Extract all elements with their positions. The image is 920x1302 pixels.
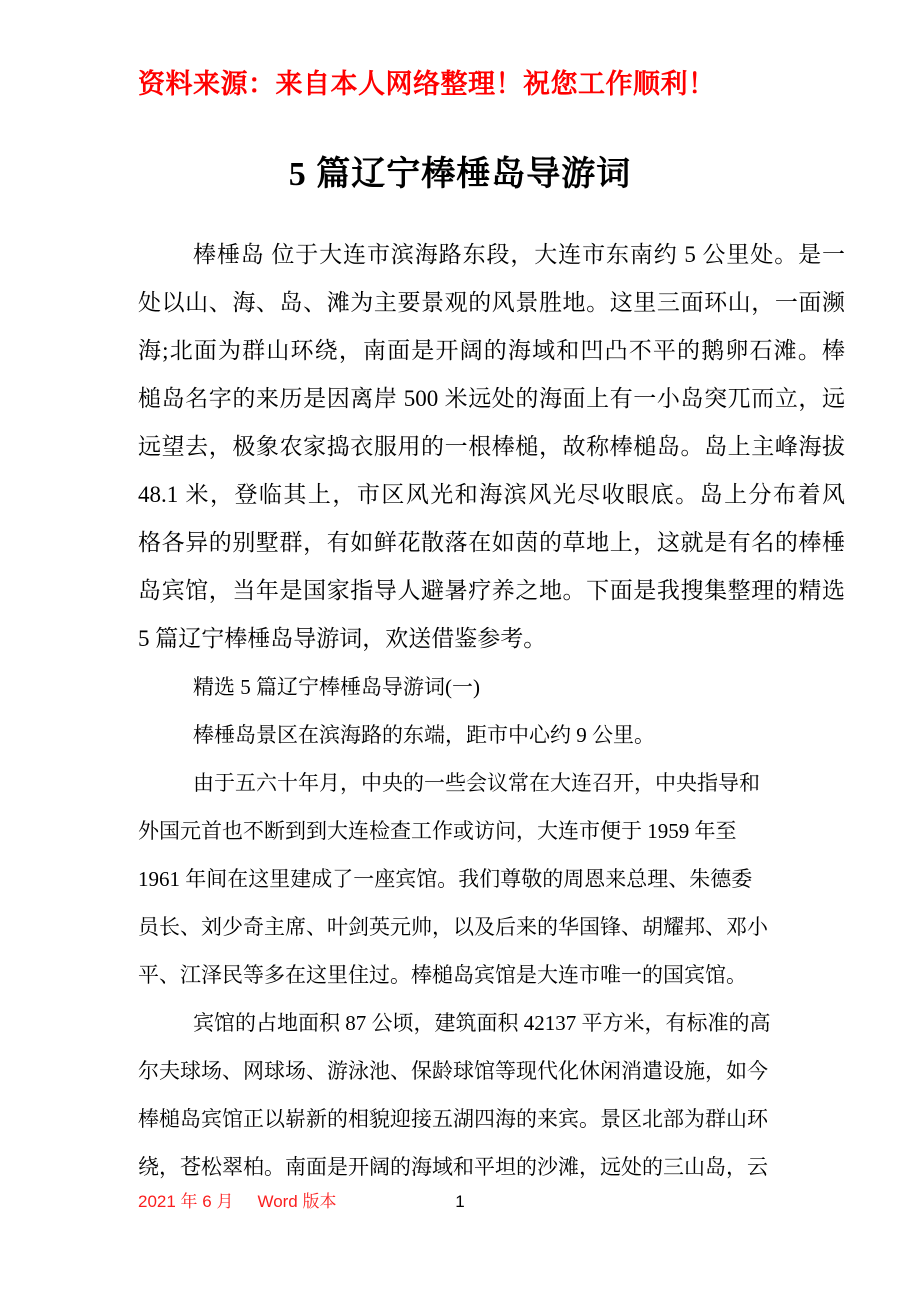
body-line: 员长、刘少奇主席、叶剑英元帅，以及后来的华国锋、胡耀邦、邓小 [138, 915, 768, 939]
body-line: 由于五六十年月，中央的一些会议常在大连召开，中央指导和 [193, 771, 760, 795]
body-line: 宾馆的占地面积 87 公顷，建筑面积 42137 平方米，有标准的高 [193, 1011, 771, 1035]
body-line: 棒棰岛景区在滨海路的东端，距市中心约 9 公里。 [193, 723, 655, 747]
body-line: 48.1 米，登临其上，市区风光和海滨风光尽收眼底。岛上分布着风 [138, 482, 845, 507]
body-line: 棒棰岛 位于大连市滨海路东段，大连市东南约 5 公里处。是一 [193, 242, 845, 267]
body-line: 绕，苍松翠柏。南面是开阔的海域和平坦的沙滩，远处的三山岛，云 [138, 1155, 768, 1179]
document-body [138, 231, 845, 1191]
body-line: 岛宾馆，当年是国家指导人避暑疗养之地。下面是我搜集整理的精选 [138, 578, 845, 603]
footer-date: 2021 年 6 月 [138, 1192, 234, 1211]
body-line: 1961 年间在这里建成了一座宾馆。我们尊敬的周恩来总理、朱德委 [138, 867, 753, 891]
body-line: 平、江泽民等多在这里住过。棒槌岛宾馆是大连市唯一的国宾馆。 [138, 963, 747, 987]
body-line: 槌岛名字的来历是因离岸 500 米远处的海面上有一小岛突兀而立，远 [138, 386, 845, 411]
body-line: 棒槌岛宾馆正以崭新的相貌迎接五湖四海的来宾。景区北部为群山环 [138, 1107, 768, 1131]
body-line: 5 篇辽宁棒棰岛导游词，欢送借鉴参考。 [138, 626, 547, 651]
footer-version-label: Word 版本 [257, 1192, 337, 1211]
page-number: 1 [455, 1192, 465, 1211]
body-line: 格各异的别墅群，有如鲜花散落在如茵的草地上，这就是有名的棒棰 [138, 530, 845, 555]
body-line: 海;北面为群山环绕，南面是开阔的海域和凹凸不平的鹅卵石滩。棒 [138, 338, 845, 363]
page-title: 5 篇辽宁棒棰岛导游词 [288, 156, 632, 193]
header-source-note: 资料来源：来自本人网络整理！祝您工作顺利！ [138, 69, 716, 99]
body-line: 尔夫球场、网球场、游泳池、保龄球馆等现代化休闲消遣设施，如今 [138, 1059, 768, 1083]
footer-meta [138, 1190, 337, 1214]
body-line: 精选 5 篇辽宁棒棰岛导游词(一) [193, 675, 480, 699]
body-line: 处以山、海、岛、滩为主要景观的风景胜地。这里三面环山，一面濒 [138, 290, 845, 315]
body-line: 外国元首也不断到到大连检查工作或访问，大连市便于 1959 年至 [138, 819, 737, 843]
body-line: 远望去，极象农家捣衣服用的一根棒槌，故称棒槌岛。岛上主峰海拔 [138, 434, 845, 459]
page-footer [0, 1190, 920, 1214]
